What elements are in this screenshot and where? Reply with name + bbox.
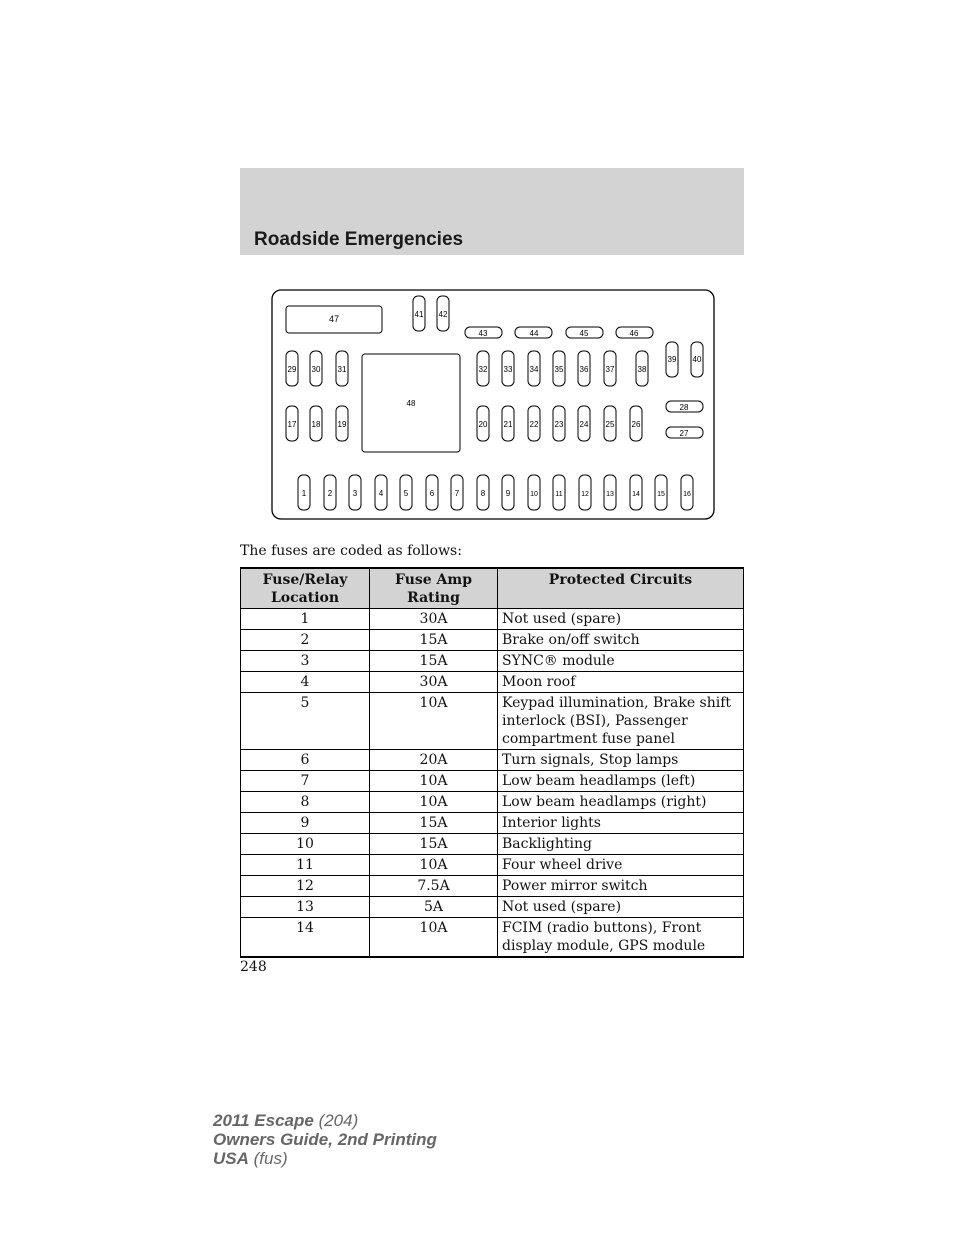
fuse-label-37: 37 bbox=[605, 365, 615, 374]
footer-model: 2011 Escape bbox=[213, 1111, 314, 1130]
intro-text: The fuses are coded as follows: bbox=[240, 543, 462, 559]
fuse-label-13: 13 bbox=[606, 491, 614, 498]
header-location-line1: Fuse/Relay bbox=[262, 572, 348, 588]
fuse-label-48: 48 bbox=[406, 399, 416, 408]
fuse-label-40: 40 bbox=[692, 355, 702, 364]
fuse-label-19: 19 bbox=[337, 420, 347, 429]
cell-amp: 10A bbox=[370, 855, 498, 876]
fuse-label-4: 4 bbox=[378, 489, 384, 498]
cell-amp: 30A bbox=[370, 672, 498, 693]
fuse-table bbox=[240, 567, 744, 958]
table-row bbox=[241, 750, 744, 771]
table-row bbox=[241, 792, 744, 813]
fuse-panel-diagram bbox=[270, 288, 716, 521]
footer-market-code: (fus) bbox=[253, 1149, 288, 1168]
cell-location: 7 bbox=[241, 771, 370, 792]
fuse-label-11: 11 bbox=[555, 491, 563, 498]
fuse-label-14: 14 bbox=[632, 491, 640, 498]
fuse-label-7: 7 bbox=[454, 489, 460, 498]
cell-circuits: Not used (spare) bbox=[498, 609, 744, 630]
cell-location: 3 bbox=[241, 651, 370, 672]
cell-amp: 20A bbox=[370, 750, 498, 771]
cell-amp: 5A bbox=[370, 897, 498, 918]
fuse-label-27: 27 bbox=[679, 429, 689, 438]
cell-circuits: Keypad illumination, Brake shift interlock (BSI), Passenger compartment fuse panel bbox=[498, 693, 744, 750]
header-location-line2: Location bbox=[270, 590, 340, 606]
cell-circuits: Low beam headlamps (right) bbox=[498, 792, 744, 813]
footer-line-1 bbox=[213, 1111, 437, 1130]
fuse-label-21: 21 bbox=[503, 420, 513, 429]
fuse-label-31: 31 bbox=[337, 365, 347, 374]
fuse-label-46: 46 bbox=[629, 329, 639, 338]
fuse-label-34: 34 bbox=[529, 365, 539, 374]
fuse-label-23: 23 bbox=[554, 420, 564, 429]
cell-circuits: SYNC® module bbox=[498, 651, 744, 672]
cell-location: 5 bbox=[241, 693, 370, 750]
cell-location: 10 bbox=[241, 834, 370, 855]
cell-circuits: FCIM (radio buttons), Front display module, GPS module bbox=[498, 918, 744, 958]
section-title: Roadside Emergencies bbox=[254, 229, 464, 250]
fuse-label-30: 30 bbox=[311, 365, 321, 374]
fuse-label-39: 39 bbox=[667, 355, 677, 364]
cell-location: 11 bbox=[241, 855, 370, 876]
cell-amp: 10A bbox=[370, 693, 498, 750]
footer-publication-info bbox=[213, 1111, 437, 1168]
table-row bbox=[241, 855, 744, 876]
cell-circuits: Four wheel drive bbox=[498, 855, 744, 876]
cell-amp: 10A bbox=[370, 771, 498, 792]
fuse-label-36: 36 bbox=[579, 365, 589, 374]
cell-circuits: Power mirror switch bbox=[498, 876, 744, 897]
cell-location: 13 bbox=[241, 897, 370, 918]
section-header-band bbox=[240, 168, 744, 255]
footer-market: USA bbox=[213, 1149, 249, 1168]
cell-amp: 15A bbox=[370, 651, 498, 672]
fuse-label-12: 12 bbox=[581, 491, 589, 498]
table-row bbox=[241, 693, 744, 750]
cell-circuits: Low beam headlamps (left) bbox=[498, 771, 744, 792]
fuse-label-2: 2 bbox=[327, 489, 333, 498]
cell-amp: 15A bbox=[370, 834, 498, 855]
fuse-label-20: 20 bbox=[478, 420, 488, 429]
table-row bbox=[241, 897, 744, 918]
cell-location: 4 bbox=[241, 672, 370, 693]
cell-circuits: Backlighting bbox=[498, 834, 744, 855]
fuse-label-41: 41 bbox=[414, 310, 424, 319]
cell-location: 12 bbox=[241, 876, 370, 897]
fuse-label-29: 29 bbox=[287, 365, 297, 374]
cell-amp: 30A bbox=[370, 609, 498, 630]
fuse-label-17: 17 bbox=[287, 420, 297, 429]
header-location bbox=[241, 568, 370, 609]
fuse-label-32: 32 bbox=[478, 365, 488, 374]
cell-location: 9 bbox=[241, 813, 370, 834]
fuse-label-8: 8 bbox=[480, 489, 486, 498]
fuse-label-16: 16 bbox=[683, 491, 691, 498]
fuse-label-22: 22 bbox=[529, 420, 539, 429]
fuse-label-45: 45 bbox=[579, 329, 589, 338]
table-row bbox=[241, 918, 744, 958]
fuse-label-35: 35 bbox=[554, 365, 564, 374]
fuse-label-47: 47 bbox=[328, 314, 340, 324]
header-circuits: Protected Circuits bbox=[498, 568, 744, 609]
table-row bbox=[241, 630, 744, 651]
footer-line-2 bbox=[213, 1130, 437, 1149]
fuse-label-38: 38 bbox=[637, 365, 647, 374]
page-number: 248 bbox=[240, 959, 267, 975]
cell-location: 14 bbox=[241, 918, 370, 958]
fuse-label-18: 18 bbox=[311, 420, 321, 429]
fuse-label-5: 5 bbox=[403, 489, 409, 498]
cell-location: 8 bbox=[241, 792, 370, 813]
fuse-label-42: 42 bbox=[438, 310, 448, 319]
fuse-label-25: 25 bbox=[605, 420, 615, 429]
cell-amp: 15A bbox=[370, 630, 498, 651]
fuse-label-3: 3 bbox=[352, 489, 358, 498]
footer-line-3 bbox=[213, 1149, 437, 1168]
cell-circuits: Interior lights bbox=[498, 813, 744, 834]
fuse-label-1: 1 bbox=[301, 489, 307, 498]
fuse-panel-outline bbox=[272, 290, 714, 519]
table-row bbox=[241, 651, 744, 672]
footer-model-code: (204) bbox=[318, 1111, 359, 1130]
fuse-label-26: 26 bbox=[631, 420, 641, 429]
table-row bbox=[241, 672, 744, 693]
cell-amp: 7.5A bbox=[370, 876, 498, 897]
cell-location: 1 bbox=[241, 609, 370, 630]
footer-guide-edition: Owners Guide, 2nd Printing bbox=[213, 1130, 437, 1149]
cell-circuits: Not used (spare) bbox=[498, 897, 744, 918]
fuse-label-33: 33 bbox=[503, 365, 513, 374]
table-row bbox=[241, 876, 744, 897]
table-header-row bbox=[241, 568, 744, 609]
cell-circuits: Turn signals, Stop lamps bbox=[498, 750, 744, 771]
table-row bbox=[241, 771, 744, 792]
header-amp-line1: Fuse Amp bbox=[395, 572, 472, 588]
cell-location: 6 bbox=[241, 750, 370, 771]
header-amp-line2: Rating bbox=[407, 590, 460, 606]
table-row bbox=[241, 609, 744, 630]
fuse-label-10: 10 bbox=[530, 491, 538, 498]
fuse-label-28: 28 bbox=[679, 403, 689, 412]
cell-location: 2 bbox=[241, 630, 370, 651]
table-row bbox=[241, 813, 744, 834]
cell-amp: 10A bbox=[370, 918, 498, 958]
fuse-label-43: 43 bbox=[478, 329, 488, 338]
cell-amp: 10A bbox=[370, 792, 498, 813]
header-amp bbox=[370, 568, 498, 609]
fuse-label-15: 15 bbox=[657, 491, 665, 498]
table-row bbox=[241, 834, 744, 855]
fuse-label-6: 6 bbox=[429, 489, 435, 498]
cell-circuits: Moon roof bbox=[498, 672, 744, 693]
fuse-label-9: 9 bbox=[505, 489, 511, 498]
cell-amp: 15A bbox=[370, 813, 498, 834]
cell-circuits: Brake on/off switch bbox=[498, 630, 744, 651]
fuse-label-24: 24 bbox=[579, 420, 589, 429]
fuse-label-44: 44 bbox=[529, 329, 539, 338]
